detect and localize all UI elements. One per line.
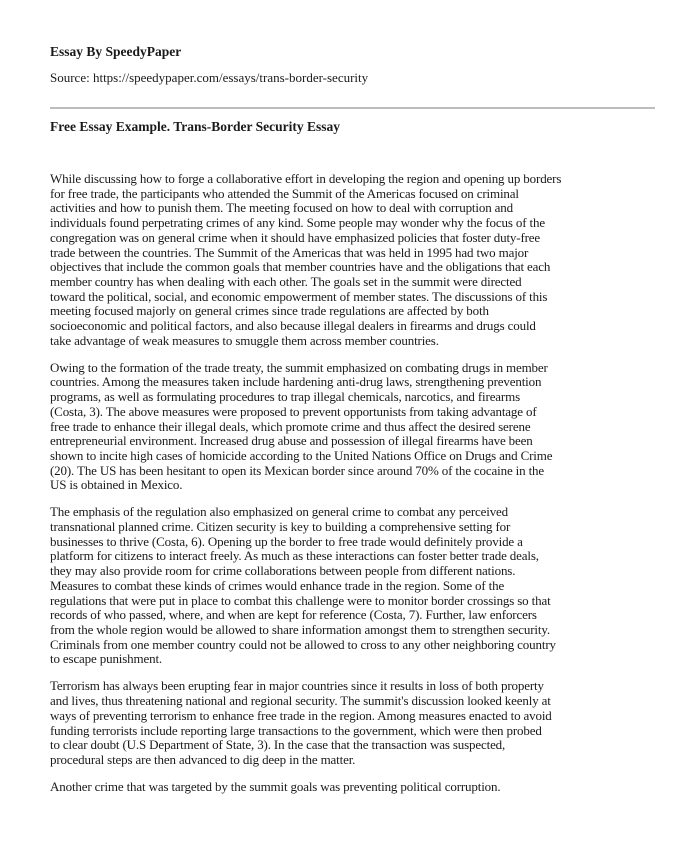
- essay-body: [50, 172, 561, 807]
- paragraph-line: transnational planned crime. Citizen security is key to building a comprehensive setting for: [50, 519, 511, 535]
- paragraph-line: Criminals from one member country could not be allowed to cross to any other neighboring country: [50, 636, 556, 652]
- paragraph-line: for free trade, the participants who attended the Summit of the Americas focused on criminal: [50, 185, 519, 201]
- paragraph-line: platform for citizens to interact freely. As much as these interactions can foster better trade deals,: [50, 548, 539, 564]
- essay-paragraph: [50, 172, 561, 348]
- paragraph-line: to escape punishment.: [50, 651, 163, 667]
- paragraph-line: records of who passed, where, and when are kept for reference (Costa, 7). Further, law enforcers: [50, 607, 537, 623]
- paragraph-line: The emphasis of the regulation also emphasized on general crime to combat any perceived: [50, 504, 509, 520]
- paragraph-line: toward the political, social, and economic empowerment of member states. The discussions of this: [50, 288, 548, 304]
- paragraph-line: ways of preventing terrorism to enhance free trade in the region. Among measures enacted to avoid: [50, 707, 552, 723]
- paragraph-line: countries. Among the measures taken include hardening anti-drug laws, strengthening prevention: [50, 374, 542, 390]
- paragraph-line: procedural steps are then advanced to dig deep in the matter.: [50, 751, 356, 767]
- paragraph-line: congregation was on general crime when it should have emphasized policies that foster duty-free: [50, 229, 541, 245]
- paragraph-line: US is obtained in Mexico.: [50, 477, 183, 493]
- paragraph-line: (Costa, 3). The above measures were proposed to prevent opportunists from taking advantage of: [50, 403, 537, 419]
- paragraph-line: to clear doubt (U.S Department of State, 3). In the case that the transaction was suspected,: [50, 737, 506, 753]
- paragraph-line: trade between the countries. The Summit of the Americas that was held in 1995 had two major: [50, 244, 529, 260]
- paragraph-line: they may also provide room for crime collaborations between people from different nations.: [50, 563, 516, 579]
- paragraph-line: entrepreneurial environment. Increased drug abuse and possession of illegal firearms have been: [50, 433, 533, 449]
- site-title: Essay By SpeedyPaper: [50, 44, 182, 59]
- essay-title: Free Essay Example. Trans-Border Security Essay: [50, 119, 340, 134]
- paragraph-line: meeting focused majorly on general crimes since trade regulations are affected by both: [50, 303, 489, 319]
- paragraph-line: activities and how to punish them. The meeting focused on how to deal with corruption and: [50, 200, 513, 216]
- paragraph-line: funding terrorists include reporting large transactions to the government, which were then probed: [50, 722, 542, 738]
- paragraph-line: (20). The US has been hesitant to open its Mexican border since around 70% of the cocaine in the: [50, 462, 545, 478]
- paragraph-line: businesses to thrive (Costa, 6). Opening up the border to free trade would definitely provide a: [50, 533, 523, 549]
- paragraph-line: from the whole region would be allowed to share information amongst them to strengthen security.: [50, 621, 550, 637]
- essay-paragraph: [50, 679, 561, 767]
- paragraph-line: Owing to the formation of the trade treaty, the summit emphasized on combating drugs in member: [50, 359, 548, 375]
- essay-paragraph: [50, 361, 561, 493]
- essay-paragraph: [50, 780, 561, 795]
- paragraph-line: While discussing how to forge a collaborative effort in developing the region and opening up borders: [50, 171, 562, 186]
- paragraph-line: objectives that include the common goals that member countries have and the obligations that each: [50, 259, 551, 275]
- paragraph-line: member country has when dealing with each other. The goals set in the summit were directed: [50, 273, 522, 289]
- paragraph-line: socioeconomic and political factors, and also because illegal dealers in firearms and drugs could: [50, 318, 536, 334]
- paragraph-line: individuals found perpetrating crimes of any kind. Some people may wonder why the focus of the: [50, 215, 545, 231]
- paragraph-line: Measures to combat these kinds of crimes would enhance trade in the region. Some of the: [50, 577, 505, 593]
- source-link[interactable]: Source: https://speedypaper.com/essays/trans-border-security: [50, 70, 369, 85]
- essay-paragraph: [50, 505, 561, 667]
- paragraph-line: Terrorism has always been erupting fear in major countries since it results in loss of both property: [50, 678, 544, 694]
- paragraph-line: free trade to enhance their illegal deals, which promote crime and thus affect the desired serene: [50, 418, 531, 434]
- paragraph-line: regulations that were put in place to combat this challenge were to monitor border crossings so that: [50, 592, 551, 608]
- paragraph-line: take advantage of weak measures to smuggle them across member countries.: [50, 332, 439, 348]
- divider: [50, 107, 655, 109]
- paragraph-line: shown to incite high cases of homicide according to the United Nations Office on Drugs and Crime: [50, 447, 553, 463]
- paragraph-line: and lives, thus threatening national and regional security. The summit's discussion looked keenly at: [50, 693, 551, 709]
- paragraph-line: programs, as well as formulating procedures to trap illegal chemicals, narcotics, and firearms: [50, 389, 520, 405]
- paragraph-line: Another crime that was targeted by the summit goals was preventing political corruption.: [50, 778, 501, 794]
